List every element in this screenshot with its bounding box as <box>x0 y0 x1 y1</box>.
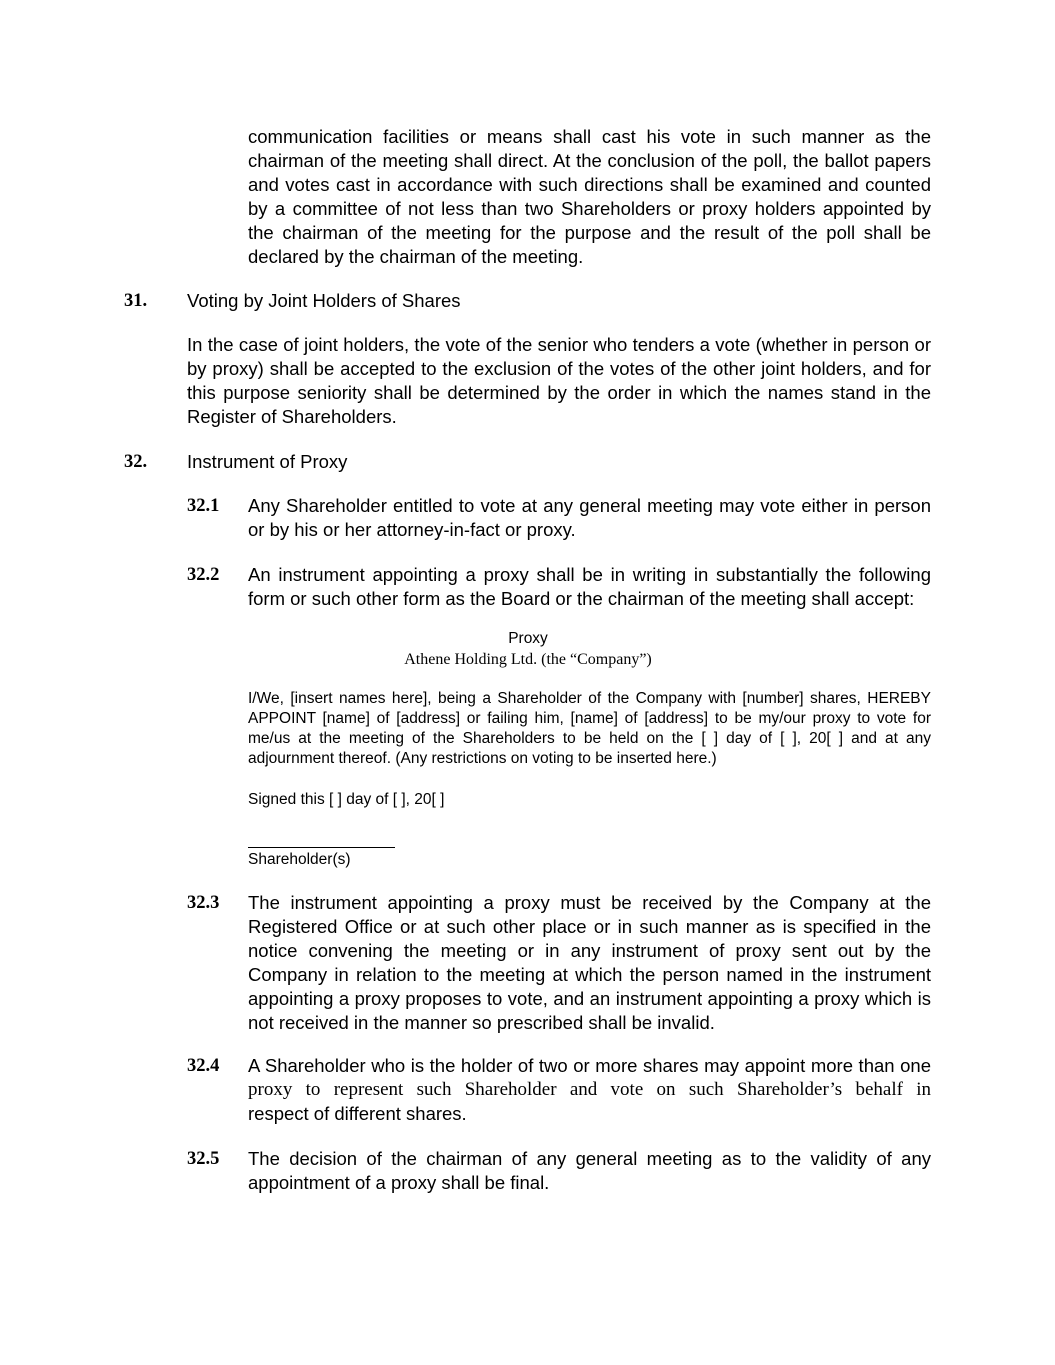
subsection-32-1-text: Any Shareholder entitled to vote at any general meeting may vote either in person or by his or her attorney-in-fact or proxy. <box>248 495 931 540</box>
subsection-32-4-line-2: proxy to represent such Shareholder and vote on such Shareholder’s behalf in <box>248 1079 931 1100</box>
subsection-32-3-number: 32.3 <box>187 893 220 913</box>
signature-label: Shareholder(s) <box>248 851 351 868</box>
subsection-32-5-number: 32.5 <box>187 1149 220 1169</box>
section-31-number: 31. <box>124 291 148 311</box>
proxy-form-body: I/We, [insert names here], being a Shareholder of the Company with [number] shares, HEREBY APPOINT [name] of [address] or failing him, [name] of [address] to be my/our proxy to vote for me/us at the meeting of the Shareholders to be held on the [ ] day of [ ], 20[ ] and at any adjournment thereof. (Any restrictions on voting to be inserted here.) <box>248 690 931 767</box>
section-32-number: 32. <box>124 452 148 472</box>
proxy-form-subtitle: Athene Holding Ltd. (the “Company”) <box>404 651 652 668</box>
continuation-paragraph: communication facilities or means shall cast his vote in such manner as the chairman of the meeting shall direct. At the conclusion of the poll, the ballot papers and votes cast in accordance with such directions shall be examined and counted by a committee of not less than two Shareholders or proxy holders appointed by the chairman of the meeting for the purpose and the result of the poll shall be declared by the chairman of the meeting. <box>248 126 931 267</box>
proxy-form-title: Proxy <box>508 630 548 647</box>
subsection-32-4-line-1: A Shareholder who is the holder of two or more shares may appoint more than one <box>248 1055 931 1076</box>
subsection-32-2-text: An instrument appointing a proxy shall be in writing in substantially the following form or such other form as the Board or the chairman of the meeting shall accept: <box>248 564 931 609</box>
subsection-32-4-number: 32.4 <box>187 1056 220 1076</box>
signature-line <box>248 847 395 848</box>
subsection-32-4-text <box>248 1054 931 1126</box>
section-31-title: Voting by Joint Holders of Shares <box>187 290 461 311</box>
subsection-32-1-number: 32.1 <box>187 496 220 516</box>
section-32-title: Instrument of Proxy <box>187 451 348 472</box>
proxy-form-signed: Signed this [ ] day of [ ], 20[ ] <box>248 791 445 808</box>
subsection-32-5-text: The decision of the chairman of any general meeting as to the validity of any appointment of a proxy shall be final. <box>248 1148 931 1193</box>
section-31-body: In the case of joint holders, the vote of the senior who tenders a vote (whether in person or by proxy) shall be accepted to the exclusion of the votes of the other joint holders, and for this purpose seniority shall be determined by the order in which the names stand in the Register of Shareholders. <box>187 334 931 427</box>
subsection-32-4-line-3: respect of different shares. <box>248 1103 467 1124</box>
subsection-32-3-text: The instrument appointing a proxy must be received by the Company at the Registered Office or at such other place or in such manner as is specified in the notice convening the meeting or in any instrument of proxy sent out by the Company in relation to the meeting at which the person named in the instrument appointing a proxy proposes to vote, and an instrument appointing a proxy which is not received in the manner so prescribed shall be invalid. <box>248 892 931 1033</box>
subsection-32-2-number: 32.2 <box>187 565 220 585</box>
